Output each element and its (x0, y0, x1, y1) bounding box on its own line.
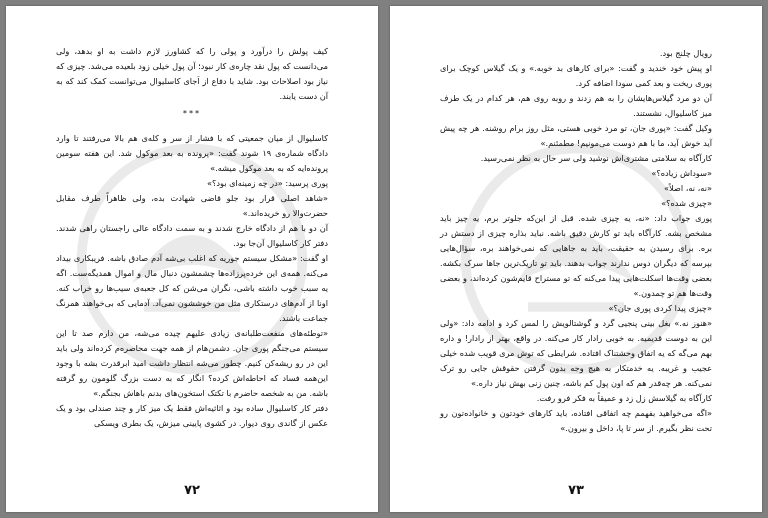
paragraph: کارآگاه به سلامتی مشتری‌اش نوشید ولی سر حال به نظر نمی‌رسید. (480, 153, 712, 163)
paragraph: «چیزی پیدا کردی پوری جان؟» (608, 303, 712, 313)
paragraph: «سوداش زیاده؟» (651, 168, 712, 178)
paragraph: دفتر کار کاسلیوال ساده بود و اثاثیه‌اش فقط یک میز کار و چند صندلی بود و یک عکس از گاندی روی دیوار. در کشوی پایینی میزش، یک بطری ویسکی (56, 403, 328, 428)
left-page-text (56, 44, 328, 431)
paragraph: آن دو با هم از دادگاه خارج شدند و به سمت دادگاه عالی راجستان راهی شدند. دفتر کار کاسلیوال آن‌جا بود. (56, 223, 328, 248)
paragraph: کارآگاه به گیلاسش زل زد و عمیقاً به فکر فرو رفت. (536, 393, 712, 403)
left-page (6, 6, 378, 512)
paragraph: او پیش خود خندید و گفت: «برای کارهای بد خوبه.» و یک گیلاس کوچک برای پوری ریخت و بعد کمی سودا اضافه کرد. (440, 63, 712, 88)
page-number: ۷۳ (568, 483, 584, 498)
paragraph: کیف پولش را درآورد و پولی را که کشاورز لازم داشت به او بدهد، ولی می‌دانست که پول نقد چاره‌ی کار نبود؛ آن پول خیلی زود بلعیده می‌شد. چیزی که نیاز بود اصلاحات بود. شاید با دفاع از اَجای کاسلیوال می‌توانست کمک کند که به آن دست یابند. (56, 46, 328, 101)
paragraph: «اگه می‌خواهید بفهمم چه اتفاقی افتاده، باید کارهای خودتون و خانواده‌تون رو تحت نظر بگیرم. از سر تا پا، داخل و بیرون.» (440, 408, 712, 433)
paragraph: آن دو مرد گیلاس‌هایشان را به هم زدند و روبه روی هم، هر کدام در یک طرف میز کاسلیوال، نشستند. (440, 93, 712, 118)
paragraph: «شاهد اصلی قرار بود جلو قاضی شهادت بده، ولی ظاهراً طرف مقابل حضرت‌والا رو خریده‌اند.» (56, 193, 328, 218)
paragraph: «چیزی شده؟» (661, 198, 712, 208)
paragraph: «نه، نه، اصلاً» (664, 183, 712, 193)
paragraph: «توطئه‌های منفعت‌طلبانه‌ی زیادی علیهم چیده می‌شه، من دارم صد تا این سیستم می‌جنگم پوری جان. دشمن‌هام از همه جهت محاصره‌م کرده‌اند ولی باید این در رو ریشه‌کن کنیم. چطور می‌شه انتظار داشت امید ابرقدرت بشه با وجود این‌همه فساد که احاطه‌اش کرده؟ انگار که به دست بزرگ گلومون رو گرفته باشه. من به شخصه حاضرم با تکتک استخون‌های بدنم باهاش بجنگم.» (56, 328, 328, 398)
paragraph: رویال چلنج بود. (659, 48, 712, 58)
section-separator: *** (182, 108, 202, 118)
right-page (390, 6, 762, 512)
paragraph: پوری پرسید: «در چه زمینه‌ای بود؟» (207, 178, 328, 188)
page-number: ۷۲ (184, 483, 200, 498)
paragraph: «هنوز نه.» بغل بینی پنجیی گرد و گوشتالویش را لمس کرد و ادامه داد: «ولی این به دوست قدیمیه. به خوبی رادار کار می‌کنه. در واقع، بهتر از رادار! و داره بهم می‌گه که یه اتفاق وحشتناک افتاده. شرایطی که توش مری قویب شده خیلی عجیب و غریبه. یه خدمتکار به هیچ وجه بدون گرفتن حقوقش جایی رو ترک نمی‌کنه. هر چه‌قدر هم که اون پول کم باشه، چنین زنی بهش نیاز داره.» (440, 318, 712, 388)
paragraph: وکیل گفت: «پوری جان، تو مرد خوبی هستی، مثل روز برام روشنه. هر چه پیش آید خوش آید، ما با هم دوست می‌مونیم! مطمئنم.» (440, 123, 712, 148)
right-page-text (440, 46, 712, 436)
paragraph: او گفت: «مشکل سیستم جوریه که اغلب بی‌شه آدم صادق باشه. فریبکاری بیداد می‌کنه. همه‌ی این خرده‌پرزاده‌ها چشمشون دنبال مال و اموال همدیگه‌ست. اگه یه سبب خوب داشته باشی، نگران می‌شن که کل جعبه‌ی سیب‌ها رو خراب کنه. اونا از آدم‌های درستکاری مثل من خوششون نمی‌آد. آدمایی که بی‌خواهند همرنگ جماعت باشند. (56, 253, 328, 323)
paragraph: پوری جواب داد: «نه، یه چیزی شده. قبل از این‌که جلوتر برم، یه چیز باید مشخص بشه. کارآگاه باید تو کارش دقیق باشه. نباید بذاره چیزی از دستش در بره. برای رسیدن به حقیقت، باید به جاهایی که نمی‌خواهند بره، سؤال‌هایی بپرسه که دیگران دوس ندارند جواب بدهند. باید تو تاریک‌ترین جاها سرک بکشه. بعضی وقت‌ها اسکلت‌هایی پیدا می‌کنه که تو مستراح قایم‌شون کرده‌اند، و بعضی وقت‌ها هم تو چمدون.» (440, 213, 712, 298)
paragraph: کاسلیوال از میان جمعیتی که با فشار از سر و کله‌ی هم بالا می‌رفتند تا وارد دادگاه شماره‌ی ۱۹ شوند گفت: «پرونده به بعد موکول شد. این هفته سومین پرونده‌ایه که به بعد موکول میشه.» (56, 133, 328, 173)
